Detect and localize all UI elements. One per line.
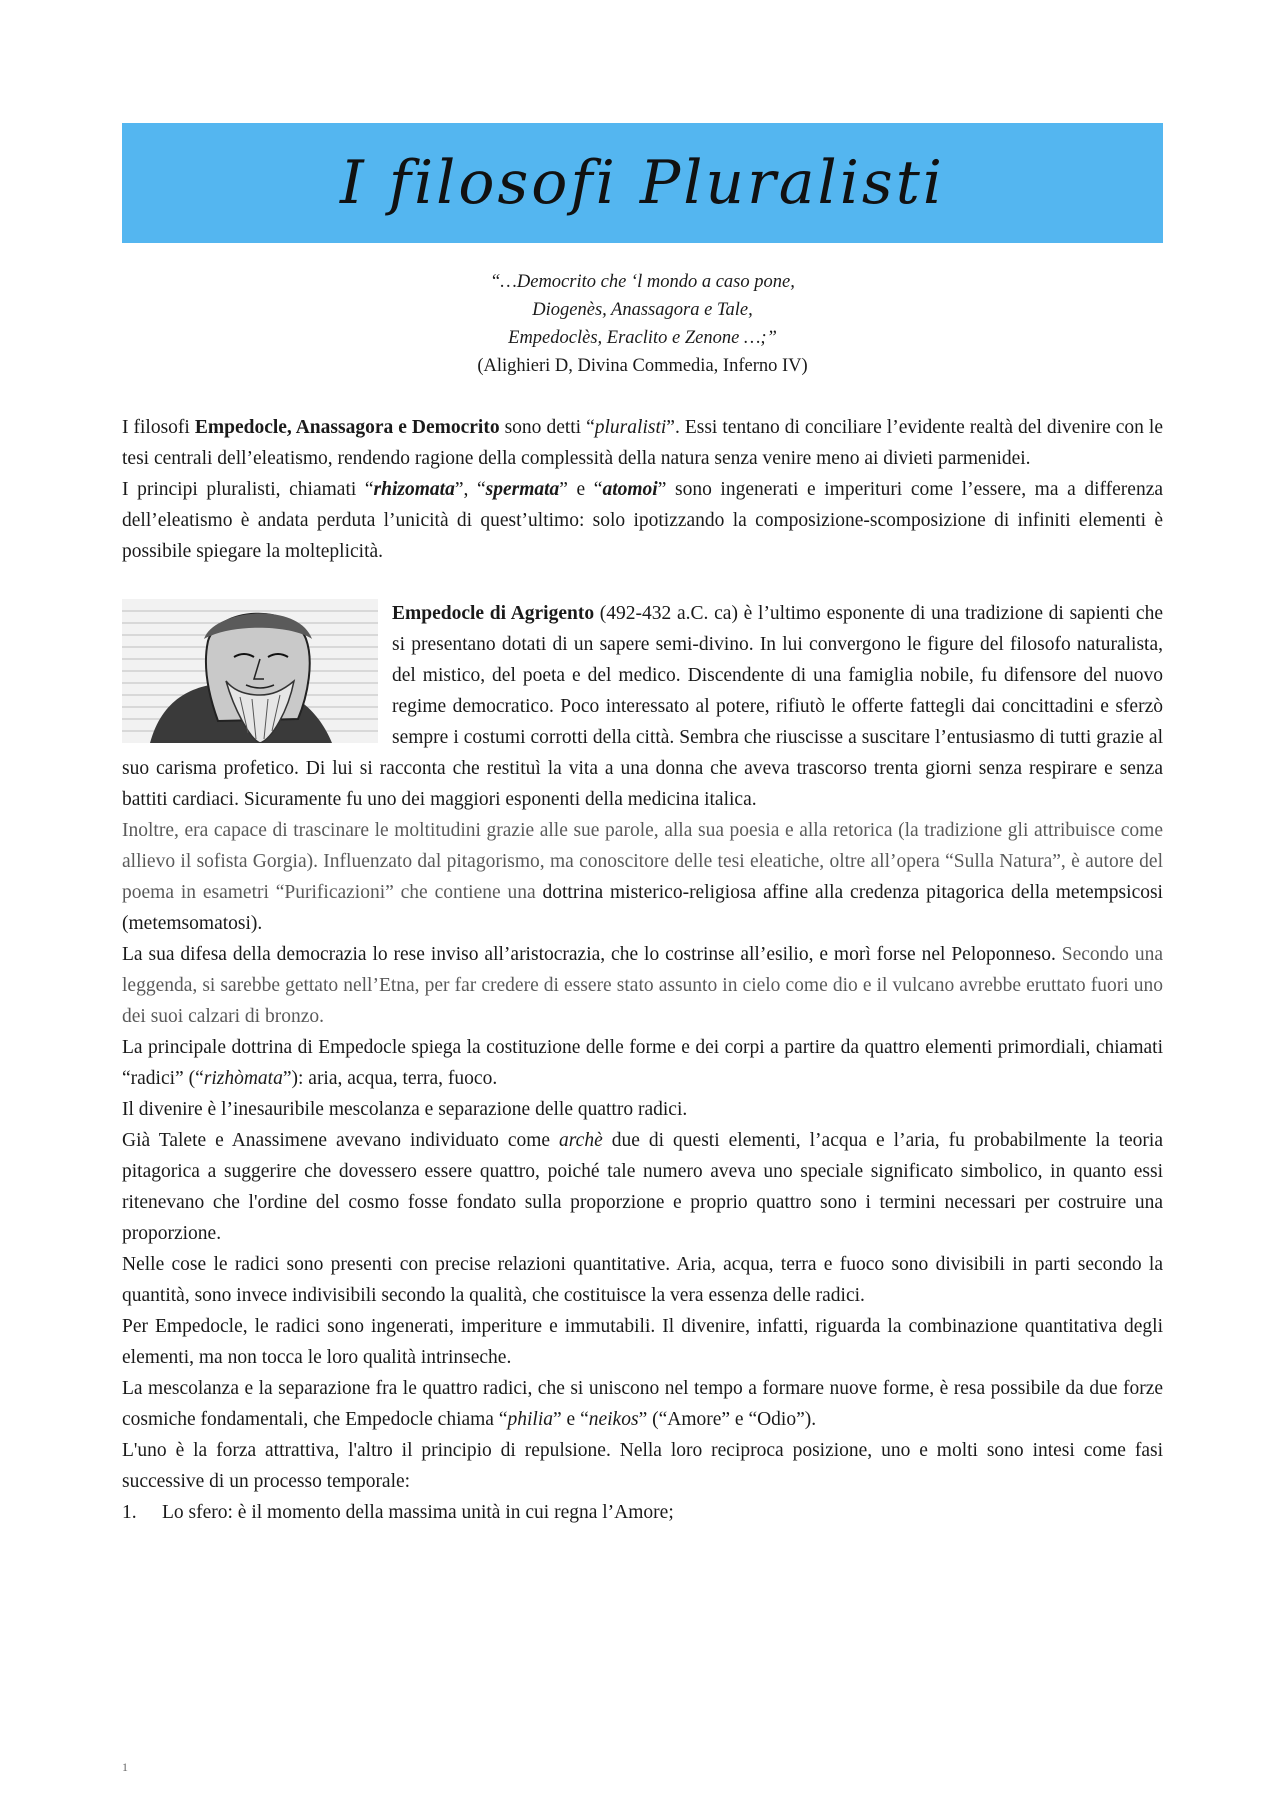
text-span: dottrina misterico-religiosa affine alla credenza pitagorica della metempsicosi (metemsomatosi). bbox=[122, 882, 1163, 934]
text-span: La mescolanza e la separazione fra le quattro radici, che si uniscono nel tempo a formare nuove forme, è resa possibile da due forze cosmiche fondamentali, che Empedocle chiama “ bbox=[122, 1378, 1163, 1430]
text-span: Già Talete e Anassimene avevano individuato come bbox=[122, 1130, 560, 1151]
term-rhizomata: rhizomata bbox=[373, 479, 455, 500]
text-span: La principale dottrina di Empedocle spiega la costituzione delle forme e dei corpi a partire da quattro elementi primordiali, chiamati “radici” (“ bbox=[122, 1037, 1163, 1089]
portrait-image bbox=[122, 599, 378, 743]
text-span: Inoltre, era capace di trascinare le moltitudini grazie alle sue parole, alla sua poesia e alla retorica (la tradizione gli attribuisce come allievo il sofista Gorgia). Influenzato dal pitagorismo, ma conoscitore delle tesi eleatiche, oltre all’opera “Sulla Natura”, è autore del poema in esametri “Purificazioni” che contiene una bbox=[122, 820, 1163, 903]
quote-line: “…Democrito che ‘l mondo a caso pone, bbox=[490, 272, 795, 292]
italic-text: philia bbox=[507, 1409, 554, 1430]
text-span: sono detti “ bbox=[499, 417, 595, 438]
list-number: 1. bbox=[122, 1502, 137, 1523]
text-span: due di questi elementi, l’acqua e l’aria, fu probabilmente la teoria pitagorica a suggerire che dovessero essere quattro, poiché tale numero aveva uno speciale significato simbolico, in quanto essi ritenevano che l'ordine del cosmo fosse fondato sulla proporzione e proprio quattro sono i termini necessari per costruire una proporzione. bbox=[122, 1130, 1163, 1244]
text-span: ” (“Amore” e “Odio”). bbox=[638, 1409, 817, 1430]
empedocle-exile-paragraph bbox=[122, 939, 1163, 1032]
becoming-paragraph: Il divenire è l’inesauribile mescolanza e separazione delle quattro radici. bbox=[122, 1099, 688, 1120]
quote-line: Empedoclès, Eraclito e Zenone …;” bbox=[508, 328, 777, 348]
term-spermata: spermata bbox=[485, 479, 560, 500]
arche-paragraph bbox=[122, 1125, 1163, 1249]
document-body bbox=[122, 412, 1163, 1528]
text-span: I principi pluralisti, chiamati “ bbox=[122, 479, 374, 500]
bold-text: Empedocle, Anassagora e Democrito bbox=[194, 417, 500, 438]
empedocle-rhetoric-paragraph bbox=[122, 815, 1163, 939]
text-span: ” sono ingenerati e imperituri come l’essere, ma a differenza dell’eleatismo è andata perduta l’unicità di quest’ultimo: solo ipotizzando la composizione-scomposizione di infiniti elementi è possibile spiegare la molteplicità. bbox=[122, 479, 1164, 562]
quantitative-paragraph: Nelle cose le radici sono presenti con precise relazioni quantitative. Aria, acqua, terra e fuoco sono divisibili in parti secondo la quantità, sono invece indivisibili secondo la qualità, che costituisce la vera essenza delle radici. bbox=[122, 1254, 1163, 1306]
text-span: ”, “ bbox=[454, 479, 486, 500]
text-span: ”): aria, acqua, terra, fuoco. bbox=[282, 1068, 498, 1089]
text-span: (492-432 a.C. ca) è l’ultimo esponente di una tradizione di sapienti che si presentano dotati di un sapere semi-divino. In lui convergono le figure del filosofo naturalista, del mistico, del poeta e del medico. Discendente di una famiglia nobile, fu difensore del nuovo regime democratico. Poco interessato al potere, rifiutò le offerte fattegli dai concittadini e sferzò sempre i costumi corrotti della città. Sembra che riuscisse a suscitare l’entusiasmo di tutti grazie al suo carisma profetico. Di lui si racconta che restituì la vita a una donna che aveva trascorso trenta giorni senza respirare e senza battiti cardiaci. Sicuramente fu uno dei maggiori esponenti della medicina italica. bbox=[122, 603, 1163, 810]
paragraph-spacer bbox=[122, 567, 1163, 598]
italic-text: rizhòmata bbox=[203, 1068, 283, 1089]
quote-line: Diogenès, Anassagora e Tale, bbox=[532, 300, 753, 320]
page-number: 1 bbox=[122, 1760, 128, 1774]
italic-text: neikos bbox=[588, 1409, 639, 1430]
empedocles-portrait bbox=[122, 599, 378, 743]
text-span: Secondo una leggenda, si sarebbe gettato nell’Etna, per far credere di essere stato assunto in cielo come dio e il vulcano avrebbe eruttato fuori uno dei suoi calzari di bronzo. bbox=[122, 944, 1164, 1027]
roots-doctrine-paragraph bbox=[122, 1032, 1163, 1094]
title-banner bbox=[122, 123, 1163, 243]
immutable-roots-paragraph: Per Empedocle, le radici sono ingenerati, imperiture e immutabili. Il divenire, infatti, riguarda la combinazione quantitativa degli elementi, ma non tocca le loro qualità intrinseche. bbox=[122, 1316, 1163, 1368]
attraction-paragraph: L'uno è la forza attrattiva, l'altro il principio di repulsione. Nella loro reciproca posizione, uno e molti sono intesi come fasi successive di un processo temporale: bbox=[122, 1440, 1163, 1492]
text-span: ”. Essi tentano di conciliare l’evidente realtà del divenire con le tesi centrali dell’eleatismo, rendendo ragione della complessità della natura senza venire meno ai divieti parmenidei. bbox=[122, 417, 1163, 469]
text-span: ” e “ bbox=[553, 1409, 589, 1430]
quote-source: (Alighieri D, Divina Commedia, Inferno IV) bbox=[477, 356, 808, 376]
italic-text: pluralisti bbox=[594, 417, 667, 438]
philosopher-name: Empedocle di Agrigento bbox=[392, 603, 595, 624]
cosmic-forces-paragraph bbox=[122, 1373, 1163, 1435]
text-span: La sua difesa della democrazia lo rese inviso all’aristocrazia, che lo costrinse all’esilio, e morì forse nel Peloponneso. bbox=[122, 944, 1056, 965]
list-item bbox=[122, 1497, 1163, 1528]
page-title: I filosofi Pluralisti bbox=[340, 148, 945, 218]
term-atomoi: atomoi bbox=[602, 479, 658, 500]
epigraph-quote bbox=[122, 268, 1163, 380]
text-span: ” e “ bbox=[559, 479, 603, 500]
text-span: I filosofi bbox=[122, 417, 195, 438]
intro-paragraph bbox=[122, 412, 1163, 474]
list-text: Lo sfero: è il momento della massima unità in cui regna l’Amore; bbox=[162, 1502, 674, 1523]
italic-text: archè bbox=[559, 1130, 603, 1151]
principles-paragraph bbox=[122, 474, 1163, 567]
